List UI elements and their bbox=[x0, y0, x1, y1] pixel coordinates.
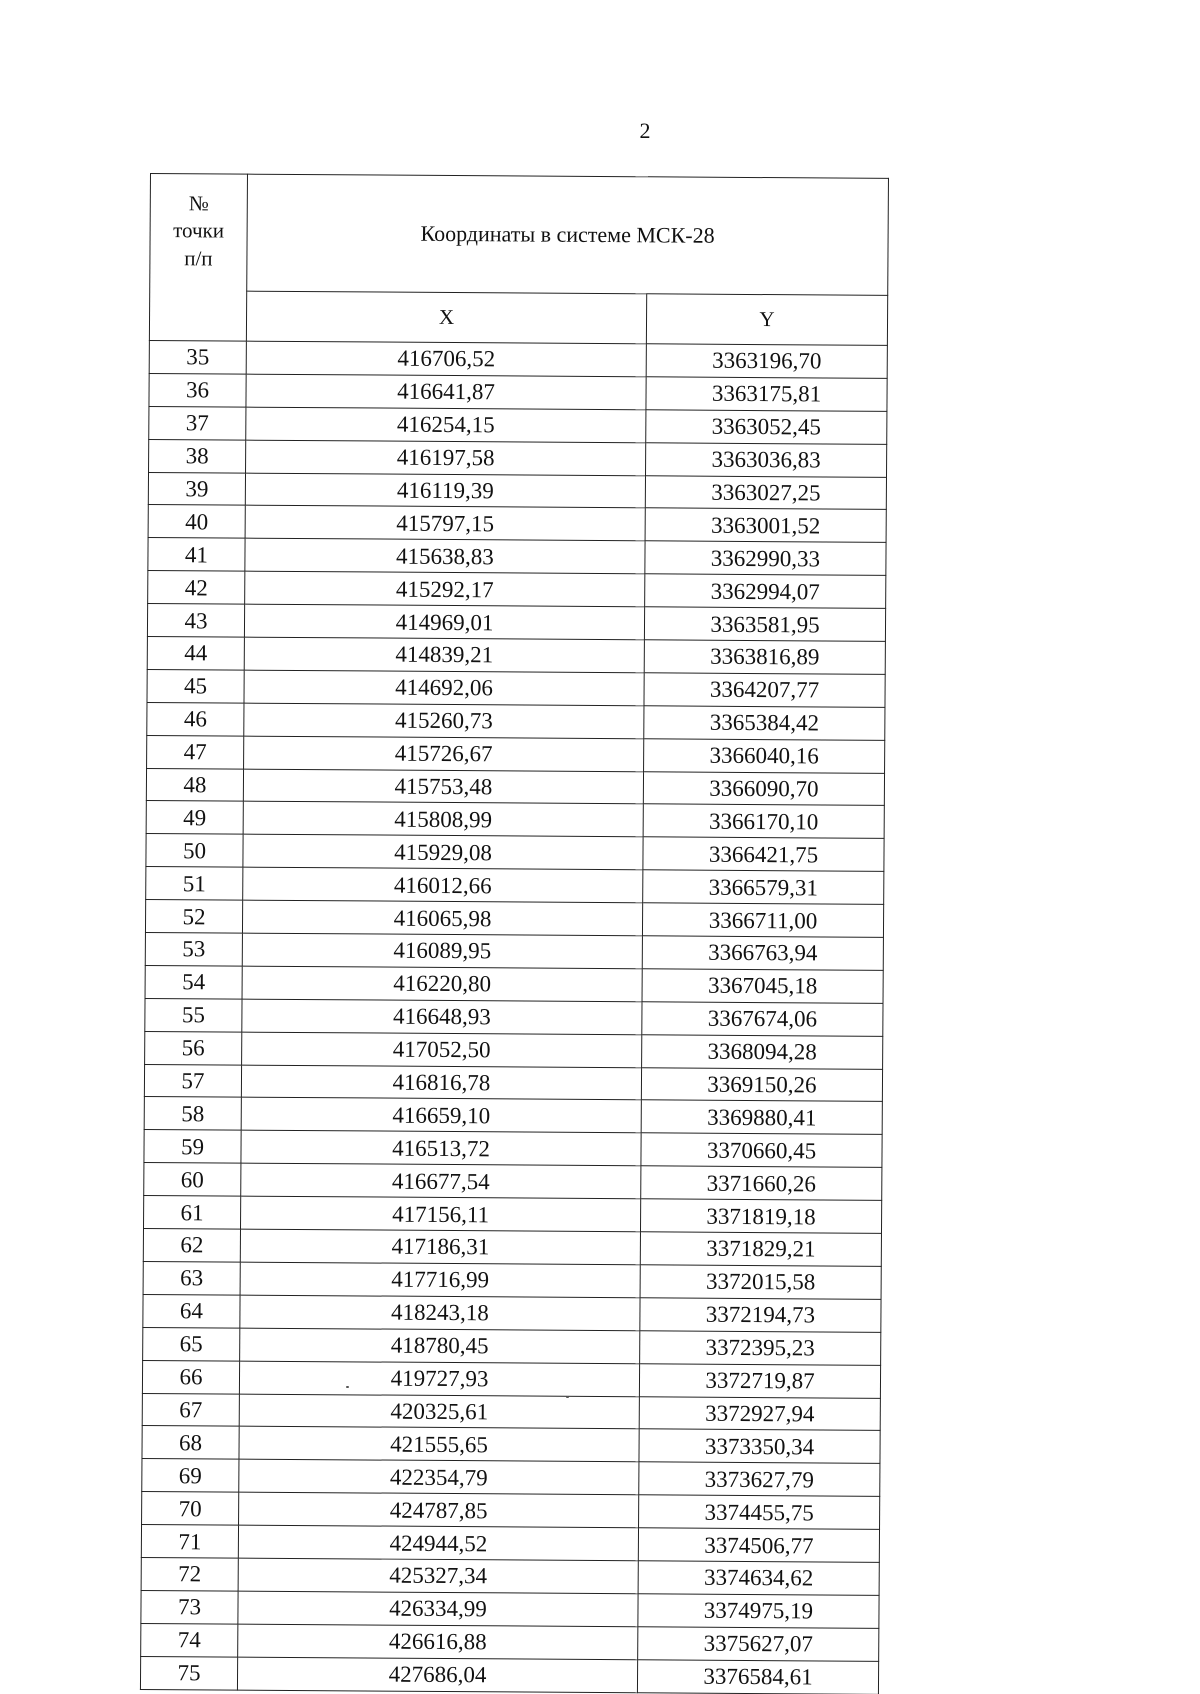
x-coordinate-cell: 421555,65 bbox=[239, 1427, 639, 1463]
x-coordinate-cell: 414969,01 bbox=[244, 604, 644, 640]
y-coordinate-cell: 3375627,07 bbox=[638, 1627, 879, 1661]
x-column-header: X bbox=[246, 291, 646, 344]
x-coordinate-cell: 417156,11 bbox=[240, 1196, 640, 1232]
y-coordinate-cell: 3363052,45 bbox=[646, 410, 887, 444]
table-row bbox=[141, 1623, 879, 1661]
y-coordinate-cell: 3370660,45 bbox=[641, 1133, 882, 1167]
y-coordinate-cell: 3366170,10 bbox=[643, 804, 884, 838]
table-row bbox=[147, 702, 885, 740]
y-coordinate-cell: 3372927,94 bbox=[639, 1396, 880, 1430]
point-number-cell: 51 bbox=[146, 867, 243, 901]
table-row bbox=[141, 1525, 879, 1563]
x-coordinate-cell: 414839,21 bbox=[244, 637, 644, 673]
y-coordinate-cell: 3366579,31 bbox=[643, 870, 884, 904]
point-number-cell: 69 bbox=[142, 1459, 239, 1493]
x-coordinate-cell: 417186,31 bbox=[240, 1229, 640, 1265]
point-number-cell: 75 bbox=[140, 1656, 237, 1690]
point-number-cell: 45 bbox=[147, 669, 244, 703]
point-number-cell: 50 bbox=[146, 834, 243, 868]
point-number-cell: 64 bbox=[143, 1294, 240, 1328]
table-row bbox=[145, 1031, 883, 1069]
table-row bbox=[147, 604, 885, 642]
y-coordinate-cell: 3372719,87 bbox=[639, 1363, 880, 1397]
table-row bbox=[144, 1064, 882, 1102]
point-number-cell: 68 bbox=[142, 1426, 239, 1460]
table-row bbox=[143, 1261, 881, 1299]
x-coordinate-cell: 415929,08 bbox=[243, 834, 643, 870]
x-coordinate-cell: 415808,99 bbox=[243, 802, 643, 838]
y-coordinate-cell: 3363816,89 bbox=[644, 640, 885, 674]
x-coordinate-cell: 424787,85 bbox=[239, 1492, 639, 1528]
point-number-cell: 47 bbox=[147, 735, 244, 769]
header-num-sign: № bbox=[188, 191, 209, 216]
x-coordinate-cell: 416012,66 bbox=[243, 867, 643, 903]
y-coordinate-cell: 3372395,23 bbox=[640, 1330, 881, 1364]
y-coordinate-cell: 3368094,28 bbox=[642, 1034, 883, 1068]
x-coordinate-cell: 427686,04 bbox=[237, 1657, 637, 1693]
x-coordinate-cell: 415753,48 bbox=[243, 769, 643, 805]
point-number-cell: 53 bbox=[145, 933, 242, 967]
table-row bbox=[142, 1360, 880, 1398]
header-num-word: точки bbox=[173, 218, 225, 243]
point-number-cell: 56 bbox=[145, 1031, 242, 1065]
x-coordinate-cell: 414692,06 bbox=[244, 670, 644, 706]
table-header-row bbox=[150, 174, 889, 296]
table-axis-header-row bbox=[149, 291, 887, 346]
point-number-cell: 71 bbox=[141, 1525, 238, 1559]
y-coordinate-cell: 3363196,70 bbox=[646, 344, 887, 378]
point-number-cell: 61 bbox=[143, 1196, 240, 1230]
x-coordinate-cell: 420325,61 bbox=[239, 1394, 639, 1430]
y-coordinate-cell: 3366040,16 bbox=[644, 738, 885, 772]
x-coordinate-cell: 418780,45 bbox=[240, 1328, 640, 1364]
table-row bbox=[143, 1294, 881, 1332]
y-coordinate-cell: 3363027,25 bbox=[645, 475, 886, 509]
table-row bbox=[143, 1229, 881, 1267]
point-number-cell: 73 bbox=[141, 1590, 238, 1624]
point-number-cell: 36 bbox=[149, 373, 246, 407]
table-row bbox=[145, 933, 883, 971]
point-number-cell: 72 bbox=[141, 1557, 238, 1591]
table-row bbox=[143, 1327, 881, 1365]
x-coordinate-cell: 415292,17 bbox=[245, 571, 645, 607]
table-row bbox=[142, 1393, 880, 1431]
table-row bbox=[146, 867, 884, 905]
x-coordinate-cell: 416816,78 bbox=[241, 1065, 641, 1101]
table-row bbox=[140, 1656, 878, 1694]
point-number-cell: 62 bbox=[143, 1229, 240, 1263]
y-coordinate-cell: 3366421,75 bbox=[643, 837, 884, 871]
y-coordinate-cell: 3366090,70 bbox=[643, 771, 884, 805]
x-coordinate-cell: 416197,58 bbox=[246, 440, 646, 476]
x-coordinate-cell: 416677,54 bbox=[241, 1163, 641, 1199]
x-coordinate-cell: 416220,80 bbox=[242, 966, 642, 1002]
point-number-cell: 49 bbox=[146, 801, 243, 835]
x-coordinate-cell: 415638,83 bbox=[245, 538, 645, 574]
y-coordinate-cell: 3364207,77 bbox=[644, 673, 885, 707]
x-coordinate-cell: 422354,79 bbox=[239, 1459, 639, 1495]
y-coordinate-cell: 3363036,83 bbox=[646, 442, 887, 476]
y-coordinate-cell: 3369150,26 bbox=[641, 1067, 882, 1101]
x-coordinate-cell: 418243,18 bbox=[240, 1295, 640, 1331]
point-number-cell: 42 bbox=[148, 571, 245, 605]
point-number-header bbox=[149, 174, 247, 342]
x-coordinate-cell: 419727,93 bbox=[239, 1361, 639, 1397]
coordinates-table bbox=[140, 173, 889, 1694]
y-coordinate-cell: 3369880,41 bbox=[641, 1100, 882, 1134]
y-coordinate-cell: 3367045,18 bbox=[642, 969, 883, 1003]
y-coordinate-cell: 3366711,00 bbox=[642, 903, 883, 937]
header-num-abbr: п/п bbox=[184, 245, 213, 271]
table-row bbox=[142, 1459, 880, 1497]
y-coordinate-cell: 3373627,79 bbox=[639, 1462, 880, 1496]
point-number-cell: 58 bbox=[144, 1097, 241, 1131]
table-row bbox=[146, 834, 884, 872]
x-coordinate-cell: 426616,88 bbox=[238, 1624, 638, 1660]
x-coordinate-cell: 416254,15 bbox=[246, 407, 646, 443]
table-row bbox=[144, 1097, 882, 1135]
y-coordinate-cell: 3373350,34 bbox=[639, 1429, 880, 1463]
y-coordinate-cell: 3372015,58 bbox=[640, 1265, 881, 1299]
y-coordinate-cell: 3371660,26 bbox=[641, 1166, 882, 1200]
table-row bbox=[148, 571, 886, 609]
point-number-cell: 70 bbox=[142, 1492, 239, 1526]
table-row bbox=[144, 1130, 882, 1168]
y-column-header: Y bbox=[646, 294, 887, 346]
table-row bbox=[149, 340, 887, 378]
table-row bbox=[146, 768, 884, 806]
y-coordinate-cell: 3363001,52 bbox=[645, 508, 886, 542]
point-number-cell: 54 bbox=[145, 965, 242, 999]
point-number-cell: 52 bbox=[145, 900, 242, 934]
table-row bbox=[149, 406, 887, 444]
point-number-cell: 55 bbox=[145, 998, 242, 1032]
y-coordinate-cell: 3376584,61 bbox=[637, 1659, 878, 1693]
y-coordinate-cell: 3372194,73 bbox=[640, 1298, 881, 1332]
table-row bbox=[147, 735, 885, 773]
y-coordinate-cell: 3371819,18 bbox=[640, 1199, 881, 1233]
y-coordinate-cell: 3374455,75 bbox=[639, 1495, 880, 1529]
table-row bbox=[145, 998, 883, 1036]
y-coordinate-cell: 3374634,62 bbox=[638, 1561, 879, 1595]
table-row bbox=[142, 1426, 880, 1464]
point-number-cell: 37 bbox=[149, 406, 246, 440]
x-coordinate-cell: 426334,99 bbox=[238, 1591, 638, 1627]
table-row bbox=[145, 965, 883, 1003]
table-row bbox=[148, 538, 886, 576]
table-row bbox=[149, 439, 887, 477]
point-number-cell: 59 bbox=[144, 1130, 241, 1164]
point-number-cell: 35 bbox=[149, 340, 246, 374]
table-row bbox=[146, 801, 884, 839]
x-coordinate-cell: 416089,95 bbox=[242, 933, 642, 969]
x-coordinate-cell: 416706,52 bbox=[246, 341, 646, 377]
point-number-cell: 67 bbox=[142, 1393, 239, 1427]
point-number-cell: 43 bbox=[147, 604, 244, 638]
x-coordinate-cell: 416641,87 bbox=[246, 374, 646, 410]
point-number-cell: 48 bbox=[146, 768, 243, 802]
x-coordinate-cell: 416648,93 bbox=[242, 999, 642, 1035]
scan-speck bbox=[346, 1386, 349, 1388]
table-row bbox=[141, 1557, 879, 1595]
y-coordinate-cell: 3365384,42 bbox=[644, 706, 885, 740]
table-row bbox=[145, 900, 883, 938]
point-number-cell: 44 bbox=[147, 637, 244, 671]
x-coordinate-cell: 416659,10 bbox=[241, 1098, 641, 1134]
point-number-cell: 63 bbox=[143, 1261, 240, 1295]
x-coordinate-cell: 424944,52 bbox=[238, 1525, 638, 1561]
page-number: 2 bbox=[639, 118, 651, 143]
x-coordinate-cell: 415260,73 bbox=[244, 703, 644, 739]
x-coordinate-cell: 416119,39 bbox=[245, 473, 645, 509]
table-row bbox=[147, 669, 885, 707]
y-coordinate-cell: 3371829,21 bbox=[640, 1232, 881, 1266]
point-number-cell: 57 bbox=[144, 1064, 241, 1098]
table-body bbox=[140, 340, 887, 1693]
scan-speck bbox=[566, 1396, 569, 1398]
y-coordinate-cell: 3363175,81 bbox=[646, 377, 887, 411]
y-coordinate-cell: 3363581,95 bbox=[644, 607, 885, 641]
y-coordinate-cell: 3362990,33 bbox=[645, 541, 886, 575]
table-row bbox=[142, 1492, 880, 1530]
table-row bbox=[144, 1163, 882, 1201]
table-row bbox=[148, 472, 886, 510]
point-number-cell: 38 bbox=[149, 439, 246, 473]
point-number-cell: 65 bbox=[143, 1327, 240, 1361]
y-coordinate-cell: 3362994,07 bbox=[645, 574, 886, 608]
table-row bbox=[147, 637, 885, 675]
y-coordinate-cell: 3374506,77 bbox=[638, 1528, 879, 1562]
x-coordinate-cell: 417716,99 bbox=[240, 1262, 640, 1298]
y-coordinate-cell: 3366763,94 bbox=[642, 936, 883, 970]
point-number-cell: 41 bbox=[148, 538, 245, 572]
point-number-cell: 60 bbox=[144, 1163, 241, 1197]
x-coordinate-cell: 415726,67 bbox=[244, 736, 644, 772]
table-row bbox=[148, 505, 886, 543]
point-number-cell: 40 bbox=[148, 505, 245, 539]
coordinates-system-header: Координаты в системе МСК-28 bbox=[247, 174, 889, 295]
table-row bbox=[141, 1590, 879, 1628]
point-number-cell: 74 bbox=[141, 1623, 238, 1657]
x-coordinate-cell: 425327,34 bbox=[238, 1558, 638, 1594]
point-number-cell: 46 bbox=[147, 702, 244, 736]
table-row bbox=[143, 1196, 881, 1234]
x-coordinate-cell: 415797,15 bbox=[245, 506, 645, 542]
x-coordinate-cell: 417052,50 bbox=[242, 1032, 642, 1068]
point-number-cell: 39 bbox=[148, 472, 245, 506]
y-coordinate-cell: 3374975,19 bbox=[638, 1594, 879, 1628]
x-coordinate-cell: 416513,72 bbox=[241, 1131, 641, 1167]
point-number-cell: 66 bbox=[142, 1360, 239, 1394]
x-coordinate-cell: 416065,98 bbox=[242, 900, 642, 936]
table-row bbox=[149, 373, 887, 411]
y-coordinate-cell: 3367674,06 bbox=[642, 1002, 883, 1036]
